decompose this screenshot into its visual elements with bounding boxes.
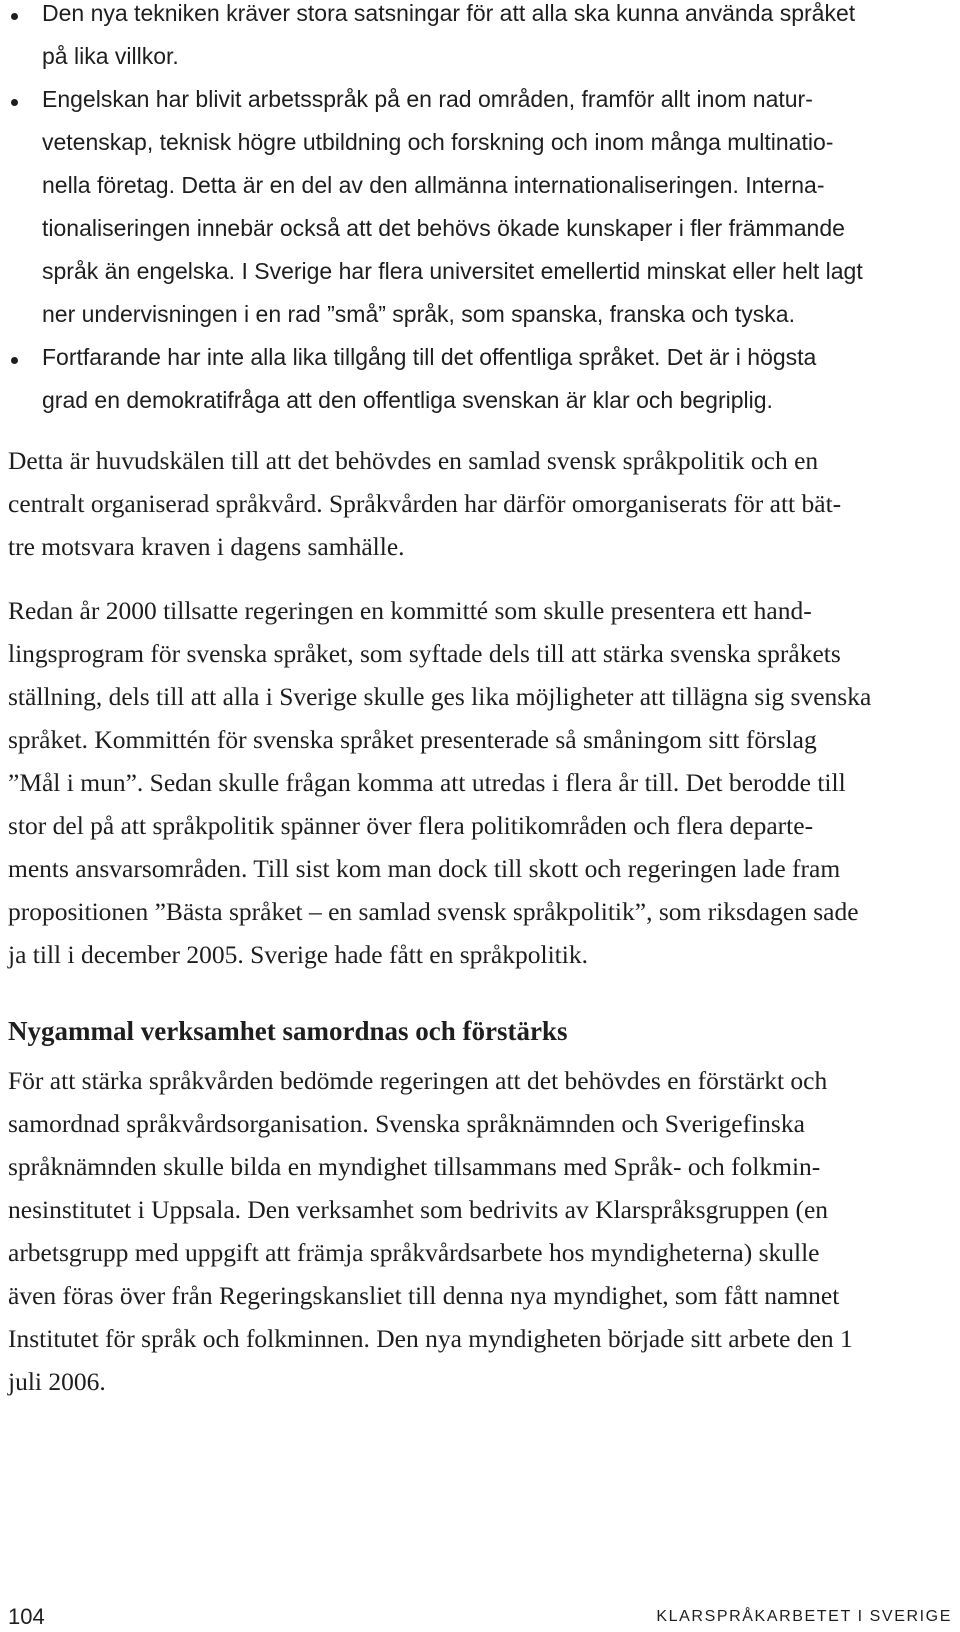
paragraph-2-line-7: ments ansvarsområden. Till sist kom man dock till skott och regeringen lade fram bbox=[8, 854, 841, 883]
bullet-2-line-2: vetenskap, teknisk högre utbildning och forskning och inom många multinatio- bbox=[42, 129, 834, 155]
bullet-2-line-5: språk än engelska. I Sverige har flera universitet emellertid minskat eller helt lagt bbox=[42, 258, 863, 284]
bullet-1-line-1: Den nya tekniken kräver stora satsningar för att alla ska kunna använda språket bbox=[42, 0, 856, 26]
paragraph-2-line-6: stor del på att språkpolitik spänner över flera politikområden och flera departe- bbox=[8, 811, 814, 840]
paragraph-2-line-3: ställning, dels till att alla i Sverige skulle ges lika möjligheter att tillägna sig svenska bbox=[8, 682, 872, 711]
paragraph-2-line-4: språket. Kommittén för svenska språket presenterade så småningom sitt förslag bbox=[8, 725, 817, 754]
paragraph-1-line-1: Detta är huvudskälen till att det behövdes en samlad svensk språkpolitik och en bbox=[8, 446, 819, 475]
section-line-5: arbetsgrupp med uppgift att främja språkvårdsarbete hos myndigheterna) skulle bbox=[8, 1238, 820, 1267]
bullet-icon bbox=[11, 99, 18, 106]
page-number: 104 bbox=[8, 1604, 45, 1629]
section-line-7: Institutet för språk och folkminnen. Den nya myndigheten började sitt arbete den 1 bbox=[8, 1324, 853, 1353]
section-heading: Nygammal verksamhet samordnas och förstärks bbox=[8, 1016, 568, 1046]
bullet-2-line-4: tionaliseringen innebär också att det behövs ökade kunskaper i fler främmande bbox=[42, 215, 845, 241]
bullet-icon bbox=[11, 13, 18, 20]
bullet-2-line-1: Engelskan har blivit arbetsspråk på en rad områden, framför allt inom natur- bbox=[42, 86, 813, 112]
bullet-3-line-1: Fortfarande har inte alla lika tillgång till det offentliga språket. Det är i högsta bbox=[42, 344, 817, 370]
section-line-8: juli 2006. bbox=[8, 1367, 106, 1396]
paragraph-2-line-5: ”Mål i mun”. Sedan skulle frågan komma att utredas i flera år till. Det berodde till bbox=[8, 768, 846, 797]
paragraph-2-line-2: lingsprogram för svenska språket, som syftade dels till att stärka svenska språkets bbox=[8, 639, 841, 668]
section-line-4: nesinstitutet i Uppsala. Den verksamhet som bedrivits av Klarspråksgruppen (en bbox=[8, 1195, 829, 1224]
paragraph-2-line-1: Redan år 2000 tillsatte regeringen en kommitté som skulle presentera ett hand- bbox=[8, 596, 812, 625]
bullet-icon bbox=[11, 357, 18, 364]
section-line-2: samordnad språkvårdsorganisation. Svenska språknämnden och Sverigefinska bbox=[8, 1109, 805, 1138]
section-line-6: även föras över från Regeringskansliet till denna nya myndighet, som fått namnet bbox=[8, 1281, 840, 1310]
bullet-1-line-2: på lika villkor. bbox=[42, 43, 179, 69]
bullet-3-line-2: grad en demokratifråga att den offentliga svenskan är klar och begriplig. bbox=[42, 387, 773, 413]
paragraph-1-line-3: tre motsvara kraven i dagens samhälle. bbox=[8, 532, 405, 561]
bullet-2-line-6: ner undervisningen i en rad ”små” språk, som spanska, franska och tyska. bbox=[42, 301, 795, 327]
section-line-3: språknämnden skulle bilda en myndighet tillsammans med Språk- och folkmin- bbox=[8, 1152, 821, 1181]
bullet-2-line-3: nella företag. Detta är en del av den allmänna internationaliseringen. Interna- bbox=[42, 172, 825, 198]
paragraph-2-line-9: ja till i december 2005. Sverige hade fått en språkpolitik. bbox=[8, 940, 588, 969]
paragraph-1-line-2: centralt organiserad språkvård. Språkvården har därför omorganiserats för att bät- bbox=[8, 489, 842, 518]
section-line-1: För att stärka språkvården bedömde regeringen att det behövdes en förstärkt och bbox=[8, 1066, 828, 1095]
running-title: KLARSPRÅKARBETET I SVERIGE bbox=[656, 1608, 952, 1625]
paragraph-2-line-8: propositionen ”Bästa språket – en samlad svensk språkpolitik”, som riksdagen sade bbox=[8, 897, 859, 926]
